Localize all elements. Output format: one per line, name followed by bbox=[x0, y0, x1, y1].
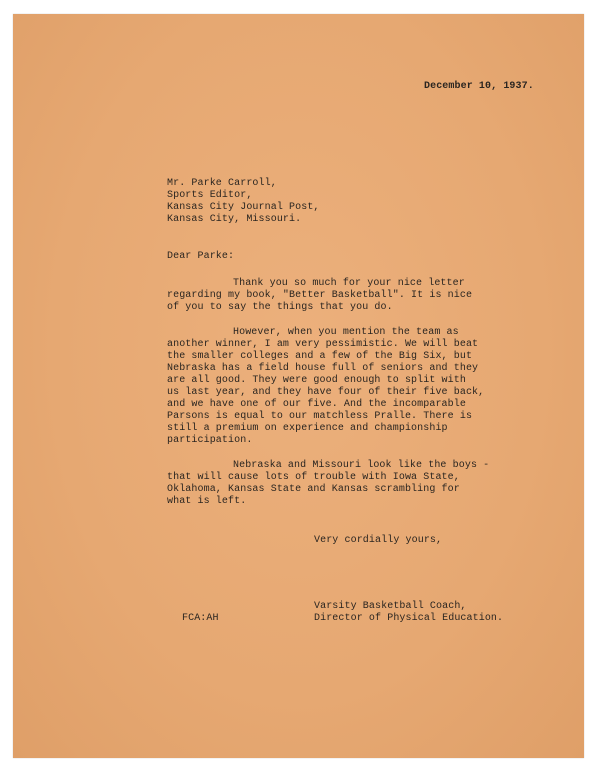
paragraph-2-line-8: Parsons is equal to our matchless Pralle. There is bbox=[167, 411, 473, 422]
address-line-3: Kansas City Journal Post, bbox=[167, 202, 320, 213]
paragraph-2-line-10: participation. bbox=[167, 435, 253, 446]
letter-date: December 10, 1937. bbox=[424, 81, 534, 92]
signature-title-line-1: Varsity Basketball Coach, bbox=[314, 601, 467, 612]
letter-page bbox=[13, 14, 584, 758]
salutation: Dear Parke: bbox=[167, 251, 235, 262]
paragraph-1-line-2: regarding my book, "Better Basketball". It is nice bbox=[167, 290, 473, 301]
signature-title-line-2: Director of Physical Education. bbox=[314, 613, 504, 624]
paragraph-2-line-4: Nebraska has a field house full of seniors and they bbox=[167, 363, 479, 374]
paragraph-2-line-1: However, when you mention the team as bbox=[233, 327, 459, 338]
paragraph-2-line-3: the smaller colleges and a few of the Big Six, but bbox=[167, 351, 473, 362]
paragraph-1-line-3: of you to say the things that you do. bbox=[167, 302, 393, 313]
paragraph-2-line-5: are all good. They were good enough to split with bbox=[167, 375, 466, 386]
paragraph-3-line-2: that will cause lots of trouble with Iowa State, bbox=[167, 472, 460, 483]
paragraph-3-line-1: Nebraska and Missouri look like the boys - bbox=[233, 460, 490, 471]
paragraph-3-line-4: what is left. bbox=[167, 496, 247, 507]
closing: Very cordially yours, bbox=[314, 535, 443, 546]
paragraph-2-line-9: still a premium on experience and championship bbox=[167, 423, 448, 434]
typist-initials: FCA:AH bbox=[182, 613, 219, 624]
paragraph-2-line-7: and we have one of our five. And the incomparable bbox=[167, 399, 466, 410]
paragraph-3-line-3: Oklahoma, Kansas State and Kansas scrambling for bbox=[167, 484, 460, 495]
address-line-2: Sports Editor, bbox=[167, 190, 253, 201]
address-line-1: Mr. Parke Carroll, bbox=[167, 178, 277, 189]
paragraph-2-line-2: another winner, I am very pessimistic. We will beat bbox=[167, 339, 479, 350]
paragraph-1-line-1: Thank you so much for your nice letter bbox=[233, 278, 465, 289]
address-line-4: Kansas City, Missouri. bbox=[167, 214, 302, 225]
paragraph-2-line-6: us last year, and they have four of their five back, bbox=[167, 387, 485, 398]
